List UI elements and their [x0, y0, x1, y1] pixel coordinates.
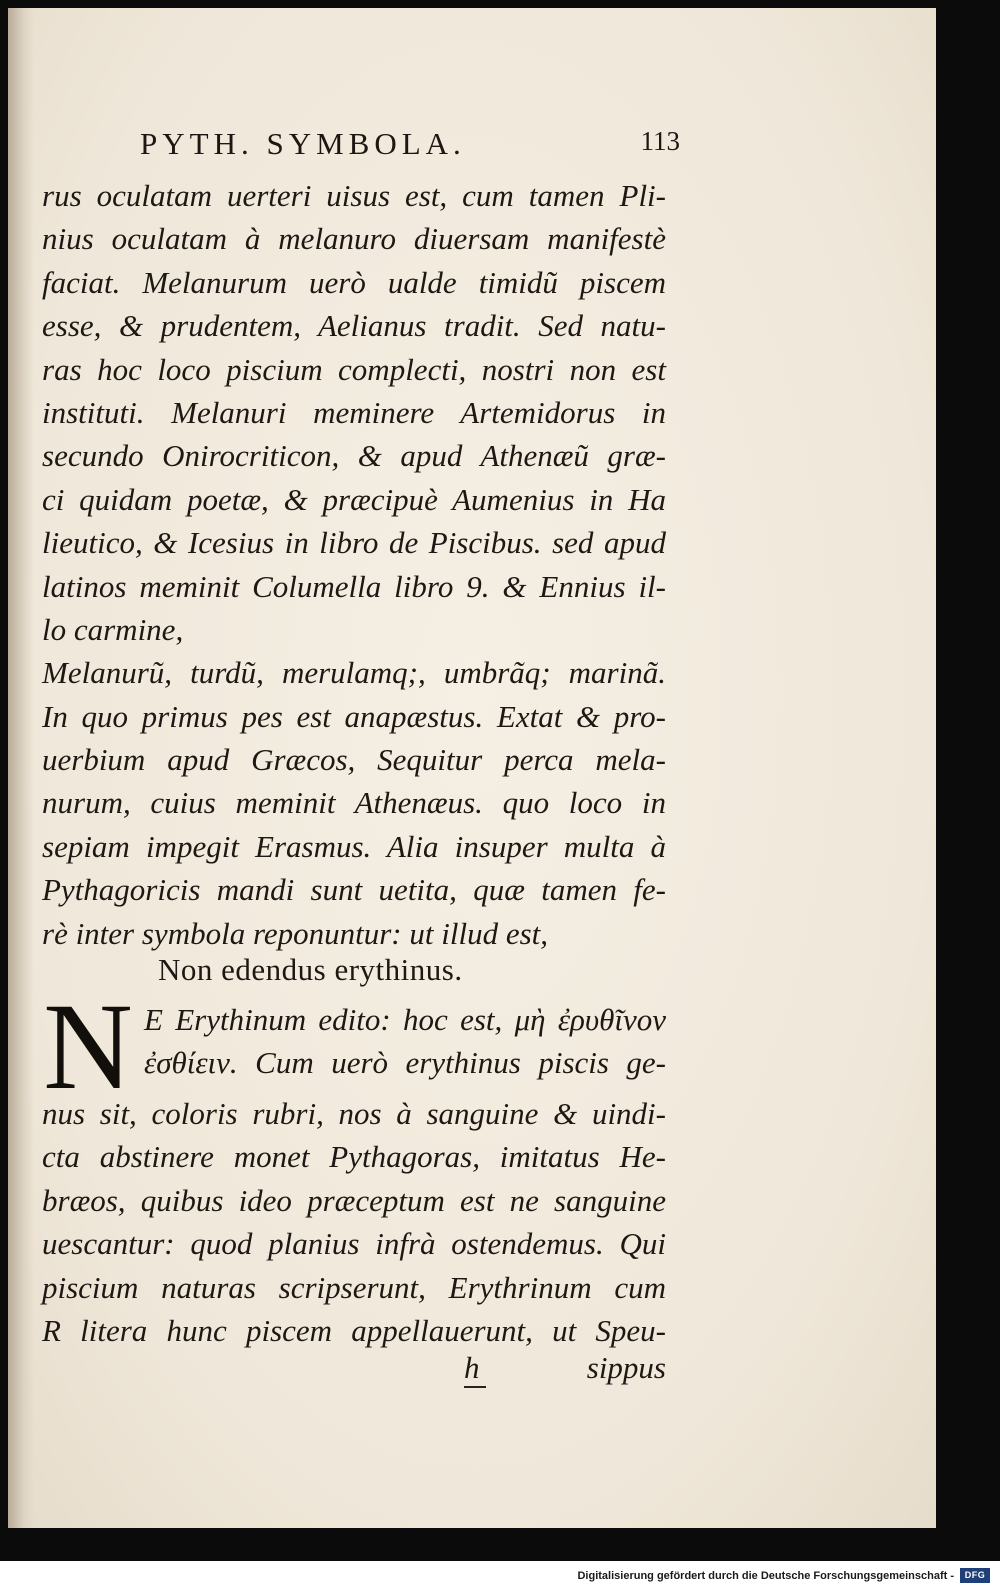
dfg-logo: DFG: [960, 1568, 990, 1583]
text-line: piscium naturas scripserunt, Erythrinum cum: [42, 1269, 666, 1305]
text-line: E Erythinum edito: hoc est, μὴ ἐρυθῖνον: [144, 1002, 666, 1037]
text-line: faciat. Melanurum uerò ualde timidũ piscem: [42, 264, 666, 300]
text-line: instituti. Melanuri meminere Artemidorus in: [42, 394, 666, 430]
text-line: ras hoc loco piscium complecti, nostri non est: [42, 351, 666, 387]
signature-underline: [464, 1386, 486, 1388]
text-line: uescantur: quod planius infrà ostendemus. Qui: [42, 1226, 666, 1262]
text-line: lo carmine,: [42, 611, 184, 647]
running-head: [140, 126, 680, 170]
catchword: sippus: [586, 1350, 666, 1385]
text-line: nius oculatam à melanuro diuersam manifestè: [42, 221, 666, 257]
verse-line: Melanurũ, turdũ, merulamq;, umbrãq; marinã.: [42, 655, 666, 691]
text-line: nurum, cuius meminit Athenæus. quo loco in: [42, 785, 666, 821]
section-text-block: [42, 978, 666, 1352]
text-line: sepiam impegit Erasmus. Alia insuper multa à: [42, 828, 666, 864]
main-text-block: [42, 174, 666, 955]
text-line: Pythagoricis mandi sunt uetita, quæ tamen fe-: [42, 872, 666, 908]
text-line: uerbium apud Græcos, Sequitur perca mela-: [42, 742, 666, 778]
text-line: esse, & prudentem, Aelianus tradit. Sed natu-: [42, 308, 666, 344]
text-line: ci quidam poetæ, & præcipuè Aumenius in Ha: [42, 481, 666, 517]
text-line: R litera hunc piscem appellauerunt, ut Speu-: [42, 1312, 666, 1348]
text-line: cta abstinere monet Pythagoras, imitatus He-: [42, 1139, 666, 1175]
text-line: secundo Onirocriticon, & apud Athenæũ græ-: [42, 438, 666, 474]
running-head-title: PYTH. SYMBOLA.: [140, 126, 466, 161]
text-line: latinos meminit Columella libro 9. & Ennius il-: [42, 568, 666, 604]
text-line: rus oculatam uerteri uisus est, cum tamen Pli-: [42, 178, 666, 213]
page-number: 113: [640, 126, 680, 156]
signature-mark: h: [464, 1350, 480, 1385]
section-heading: Non edendus erythinus.: [158, 952, 463, 987]
book-page: [8, 8, 936, 1528]
catch-line: [42, 1350, 666, 1393]
text-line: lieutico, & Icesius in libro de Piscibus. sed apud: [42, 525, 666, 561]
text-line: bræos, quibus ideo præceptum est ne sanguine: [42, 1182, 666, 1218]
drop-capital: N: [43, 978, 133, 1115]
funding-credit: Digitalisierung gefördert durch die Deutsche Forschungsgemeinschaft -: [577, 1570, 954, 1582]
text-line: In quo primus pes est anapæstus. Extat & pro-: [42, 698, 666, 734]
text-line: nus sit, coloris rubri, nos à sanguine & uindi-: [42, 1096, 666, 1131]
page-gutter-shadow: [8, 8, 34, 1528]
text-line: rè inter symbola reponuntur: ut illud est,: [42, 915, 549, 951]
text-line: ἐσθίειν. Cum uerò erythinus piscis ge-: [144, 1045, 666, 1081]
